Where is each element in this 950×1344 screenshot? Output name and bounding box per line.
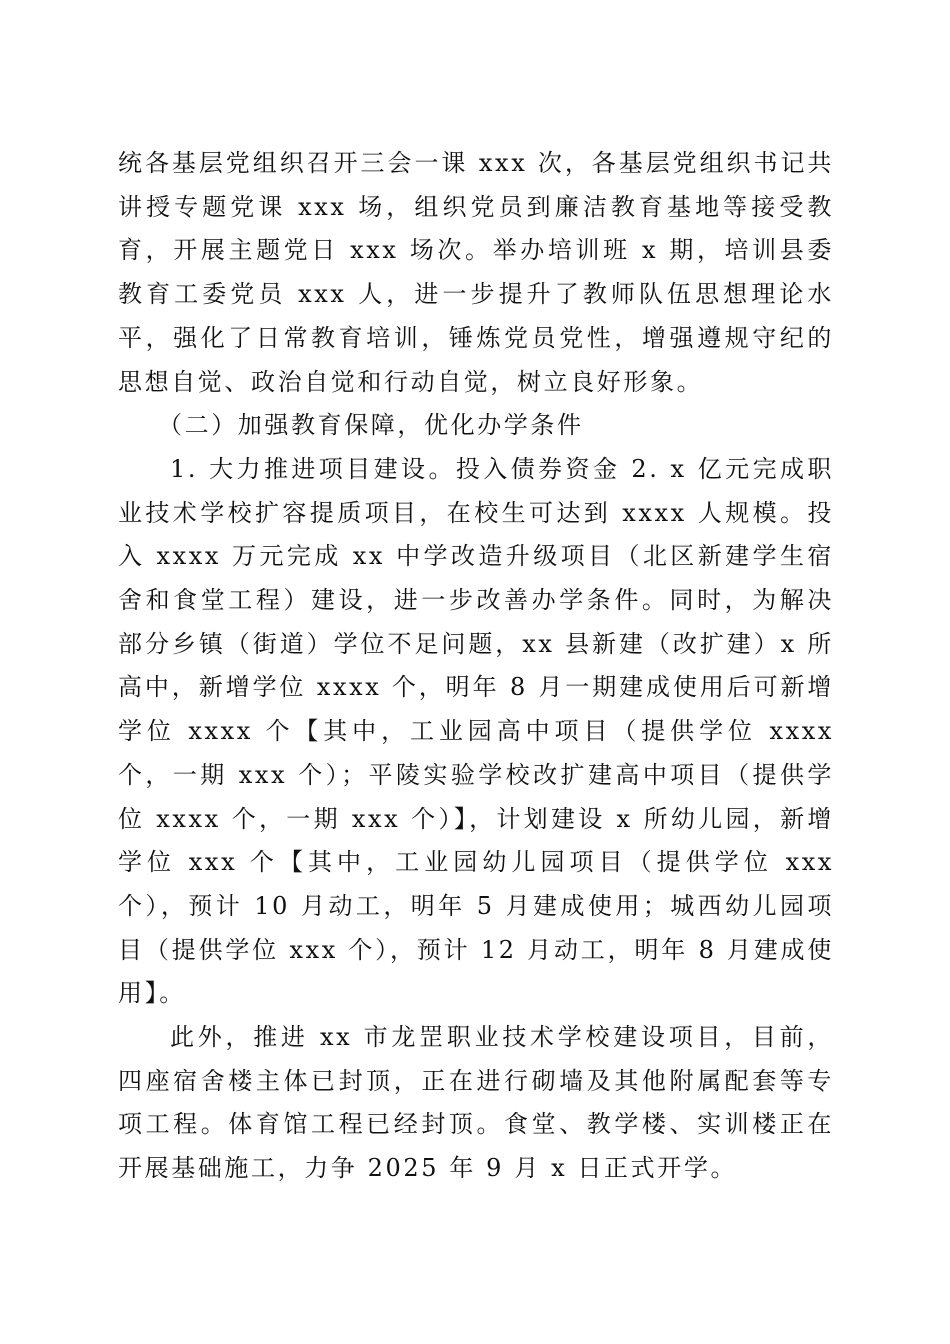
body-text (118, 142, 834, 1191)
paragraph-vocational-school-project: 此外，推进 xx 市龙罡职业技术学校建设项目，目前，四座宿舍楼主体已封顶，正在进行砌墙及其他附属配套等专项工程。体育馆工程已经封顶。食堂、教学楼、实训楼正在开展基础施工，力争 2025 年 9 月 x 日正式开学。 (118, 1023, 834, 1183)
paragraph-party-education: 统各基层党组织召开三会一课 xxx 次，各基层党组织书记共讲授专题党课 xxx 场，组织党员到廉洁教育基地等接受教育，开展主题党日 xxx 场次。举办培训班 x 期，培训县委教育工委党员 xxx 人，进一步提升了教师队伍思想理论水平，强化了日常教育培训，锤炼党员党性，增强遵规守纪的思想自觉、政治自觉和行动自觉，树立良好形象。 (118, 149, 834, 396)
section-heading-education-guarantee: （二）加强教育保障，优化办学条件 (158, 411, 584, 440)
paragraph-project-construction: 1. 大力推进项目建设。投入债券资金 2. x 亿元完成职业技术学校扩容提质项目，在校生可达到 xxxx 人规模。投入 xxxx 万元完成 xx 中学改造升级项目（北区新建学生宿舍和食堂工程）建设，进一步改善办学条件。同时，为解决部分乡镇（街道）学位不足问题，xx 县新建（改扩建）x 所高中，新增学位 xxxx 个，明年 8 月一期建成使用后可新增学位 xxxx 个【其中，工业园高中项目（提供学位 xxxx 个，一期 xxx 个）；平陵实验学校改扩建高中项目（提供学位 xxxx 个，一期 xxx 个）】，计划建设 x 所幼儿园，新增学位 xxx 个【其中，工业园幼儿园项目（提供学位 xxx 个），预计 10 月动工，明年 5 月建成使用；城西幼儿园项目（提供学位 xxx 个），预计 12 月动工，明年 8 月建成使用】。 (118, 454, 834, 1008)
